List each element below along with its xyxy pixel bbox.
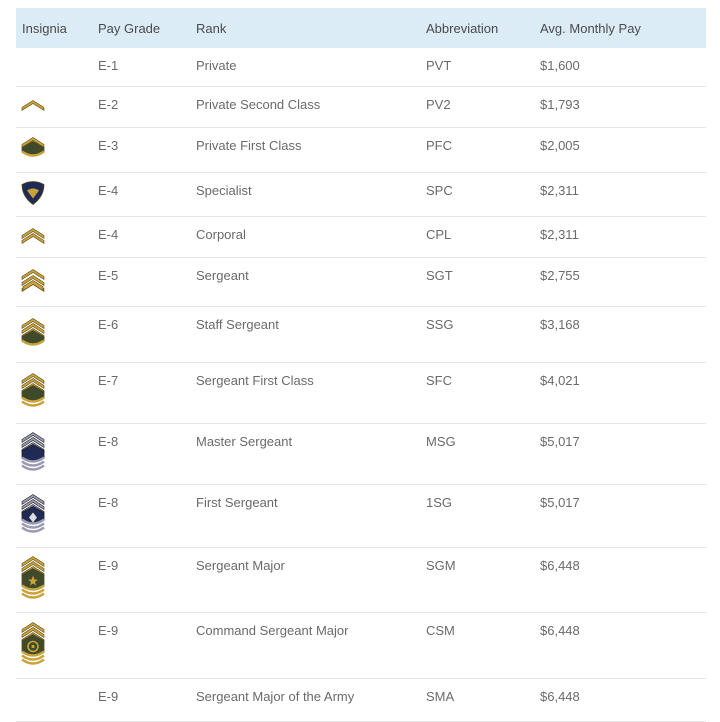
pay-grade-cell: E-8 <box>98 434 119 449</box>
insignia-cell <box>16 48 98 86</box>
pay-cell: $1,600 <box>540 58 580 73</box>
abbreviation-cell: CPL <box>426 227 452 242</box>
pay-grade-cell: E-5 <box>98 268 119 283</box>
chevron-3-rocker-3-diamond-icon <box>20 493 46 540</box>
table-row <box>16 128 706 173</box>
pay-cell: $2,755 <box>540 268 580 283</box>
table-row <box>16 48 706 87</box>
chevron-2-icon <box>20 226 46 249</box>
insignia-cell <box>16 87 98 127</box>
abbreviation-cell: SGM <box>426 558 456 573</box>
pay-grade-cell: E-9 <box>98 558 119 573</box>
rank-cell: Sergeant Major <box>196 558 285 573</box>
pay-cell: $5,017 <box>540 434 580 449</box>
pay-cell: $3,168 <box>540 317 580 332</box>
table-row <box>16 548 706 613</box>
pay-grade-cell: E-8 <box>98 495 119 510</box>
abbreviation-cell: SFC <box>426 373 452 388</box>
chevron-3-icon <box>20 267 46 298</box>
pay-table <box>16 8 706 722</box>
table-row <box>16 424 706 485</box>
chevron-3-rocker-3-wreath-icon <box>20 620 46 671</box>
chevron-3-rocker-3-star-icon <box>20 555 46 606</box>
table-row <box>16 217 706 258</box>
rank-cell: Private Second Class <box>196 97 321 112</box>
pay-grade-cell: E-6 <box>98 317 119 332</box>
pay-grade-cell: E-2 <box>98 97 119 112</box>
header-insignia: Insignia <box>22 20 67 36</box>
table-row <box>16 679 706 722</box>
header-rank: Rank <box>196 20 227 36</box>
rank-cell: Sergeant <box>196 268 249 283</box>
insignia-cell <box>16 424 98 484</box>
abbreviation-cell: 1SG <box>426 495 453 510</box>
rank-cell: Command Sergeant Major <box>196 623 349 638</box>
pay-grade-cell: E-9 <box>98 689 119 704</box>
insignia-cell <box>16 258 98 306</box>
pay-grade-cell: E-9 <box>98 623 119 638</box>
eagle-specialist-icon <box>20 180 46 209</box>
pay-cell: $6,448 <box>540 623 580 638</box>
rank-cell: Specialist <box>196 183 252 198</box>
insignia-cell <box>16 613 98 678</box>
abbreviation-cell: PV2 <box>426 97 451 112</box>
rank-cell: Master Sergeant <box>196 434 293 449</box>
abbreviation-cell: PVT <box>426 58 452 73</box>
rank-cell: Sergeant Major of the Army <box>196 689 355 704</box>
chevron-3-rocker-1-icon <box>20 316 46 353</box>
chevron-3-rocker-3-icon <box>20 431 46 478</box>
header-pay: Avg. Monthly Pay <box>540 20 641 36</box>
abbreviation-cell: MSG <box>426 434 456 449</box>
table-row <box>16 307 706 363</box>
pay-cell: $5,017 <box>540 495 580 510</box>
pay-cell: $4,021 <box>540 373 580 388</box>
table-row <box>16 258 706 307</box>
abbreviation-cell: PFC <box>426 138 452 153</box>
insignia-cell <box>16 307 98 362</box>
table-row <box>16 173 706 217</box>
pay-grade-cell: E-1 <box>98 58 119 73</box>
table-body <box>16 48 706 722</box>
header-pay-grade: Pay Grade <box>98 20 161 36</box>
insignia-cell <box>16 548 98 612</box>
insignia-cell <box>16 173 98 216</box>
insignia-cell <box>16 679 98 721</box>
abbreviation-cell: SMA <box>426 689 455 704</box>
abbreviation-cell: SPC <box>426 183 453 198</box>
header-abbreviation: Abbreviation <box>426 20 499 36</box>
pay-cell: $2,311 <box>540 183 579 198</box>
rank-cell: Sergeant First Class <box>196 373 314 388</box>
pay-cell: $2,311 <box>540 227 579 242</box>
table-row <box>16 87 706 128</box>
pay-cell: $6,448 <box>540 558 580 573</box>
rank-cell: First Sergeant <box>196 495 278 510</box>
pay-grade-cell: E-7 <box>98 373 119 388</box>
table-row <box>16 363 706 424</box>
table-row <box>16 485 706 548</box>
insignia-cell <box>16 217 98 257</box>
abbreviation-cell: CSM <box>426 623 455 638</box>
pay-cell: $2,005 <box>540 138 580 153</box>
rank-cell: Staff Sergeant <box>196 317 279 332</box>
pay-cell: $1,793 <box>540 97 580 112</box>
pay-grade-cell: E-3 <box>98 138 119 153</box>
chevron-3-rocker-2-icon <box>20 372 46 415</box>
abbreviation-cell: SGT <box>426 268 453 283</box>
pay-cell: $6,448 <box>540 689 580 704</box>
table-header <box>16 8 706 48</box>
pay-grade-cell: E-4 <box>98 183 119 198</box>
insignia-cell <box>16 485 98 547</box>
abbreviation-cell: SSG <box>426 317 454 332</box>
chevron-1-rocker-icon <box>20 136 46 165</box>
pay-grade-cell: E-4 <box>98 227 119 242</box>
rank-cell: Private First Class <box>196 138 302 153</box>
chevron-1-icon <box>20 97 46 118</box>
insignia-cell <box>16 363 98 423</box>
table-row <box>16 613 706 679</box>
rank-cell: Private <box>196 58 237 73</box>
rank-cell: Corporal <box>196 227 246 242</box>
insignia-cell <box>16 128 98 172</box>
